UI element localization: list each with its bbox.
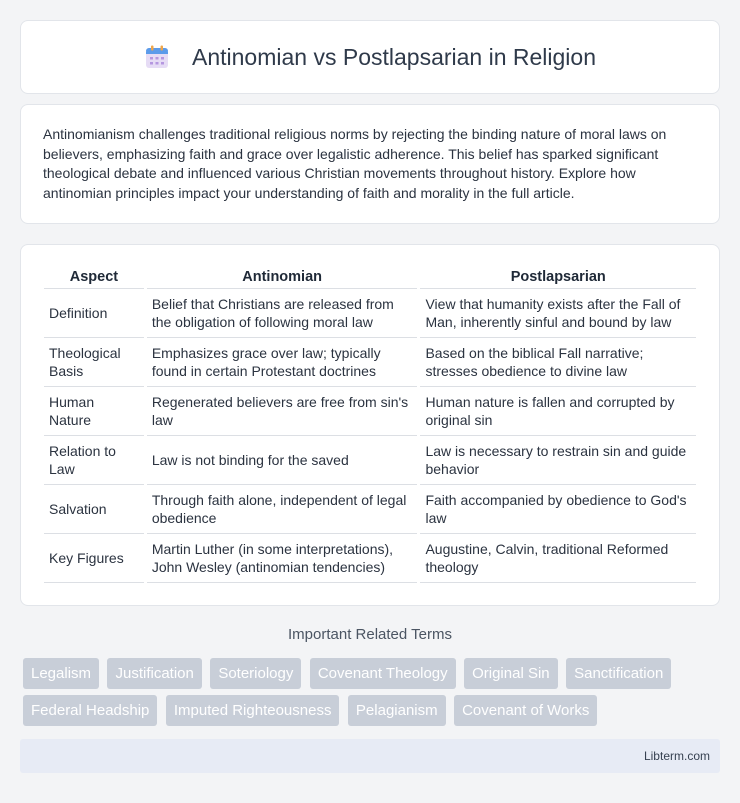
page-title: Antinomian vs Postlapsarian in Religion [192,43,596,70]
header-aspect: Aspect [44,265,144,289]
tag-pelagianism[interactable]: Pelagianism [348,695,446,726]
table-row [44,387,696,436]
table-header-row [44,265,696,289]
table-row [44,436,696,485]
tag-sanctification[interactable]: Sanctification [566,658,671,689]
row-antinomian: Regenerated believers are free from sin's law [147,387,418,436]
row-aspect: Salvation [44,485,144,534]
table-row [44,534,696,583]
row-postlapsarian: Law is necessary to restrain sin and guide behavior [420,436,696,485]
comparison-card [20,244,720,606]
row-aspect: Relation to Law [44,436,144,485]
row-postlapsarian: View that humanity exists after the Fall of Man, inherently sinful and bound by law [420,289,696,338]
calendar-icon [144,44,170,70]
table-row [44,485,696,534]
row-antinomian: Belief that Christians are released from the obligation of following moral law [147,289,418,338]
tag-federal-headship[interactable]: Federal Headship [23,695,157,726]
footer [20,739,720,773]
table-row [44,338,696,387]
row-postlapsarian: Faith accompanied by obedience to God's law [420,485,696,534]
title-card [20,20,720,94]
row-aspect: Theological Basis [44,338,144,387]
header-antinomian: Antinomian [147,265,418,289]
related-terms-list [23,658,713,732]
tag-covenant-of-works[interactable]: Covenant of Works [454,695,597,726]
row-postlapsarian: Human nature is fallen and corrupted by original sin [420,387,696,436]
tag-covenant-theology[interactable]: Covenant Theology [310,658,456,689]
header-postlapsarian: Postlapsarian [420,265,696,289]
tag-legalism[interactable]: Legalism [23,658,99,689]
tag-soteriology[interactable]: Soteriology [210,658,301,689]
intro-paragraph: Antinomianism challenges traditional religious norms by rejecting the binding nature of moral laws on believers, emphasizing faith and grace over legalistic adherence. This belief has sparked significant theological debate and influenced various Christian movements throughout history. Explore how antinomian principles impact your understanding of faith and morality in the full article. [43,126,667,201]
row-antinomian: Law is not binding for the saved [147,436,418,485]
row-antinomian: Through faith alone, independent of legal obedience [147,485,418,534]
row-aspect: Human Nature [44,387,144,436]
row-antinomian: Martin Luther (in some interpretations), John Wesley (antinomian tendencies) [147,534,418,583]
footer-site-link[interactable]: Libterm.com [643,749,710,763]
comparison-table [41,265,699,583]
tag-justification[interactable]: Justification [107,658,201,689]
related-terms-heading: Important Related Terms [288,626,452,643]
row-antinomian: Emphasizes grace over law; typically found in certain Protestant doctrines [147,338,418,387]
table-row [44,289,696,338]
row-aspect: Definition [44,289,144,338]
row-postlapsarian: Based on the biblical Fall narrative; stresses obedience to divine law [420,338,696,387]
row-aspect: Key Figures [44,534,144,583]
tag-imputed-righteousness[interactable]: Imputed Righteousness [166,695,340,726]
intro-card [20,104,720,224]
tag-original-sin[interactable]: Original Sin [464,658,558,689]
row-postlapsarian: Augustine, Calvin, traditional Reformed theology [420,534,696,583]
